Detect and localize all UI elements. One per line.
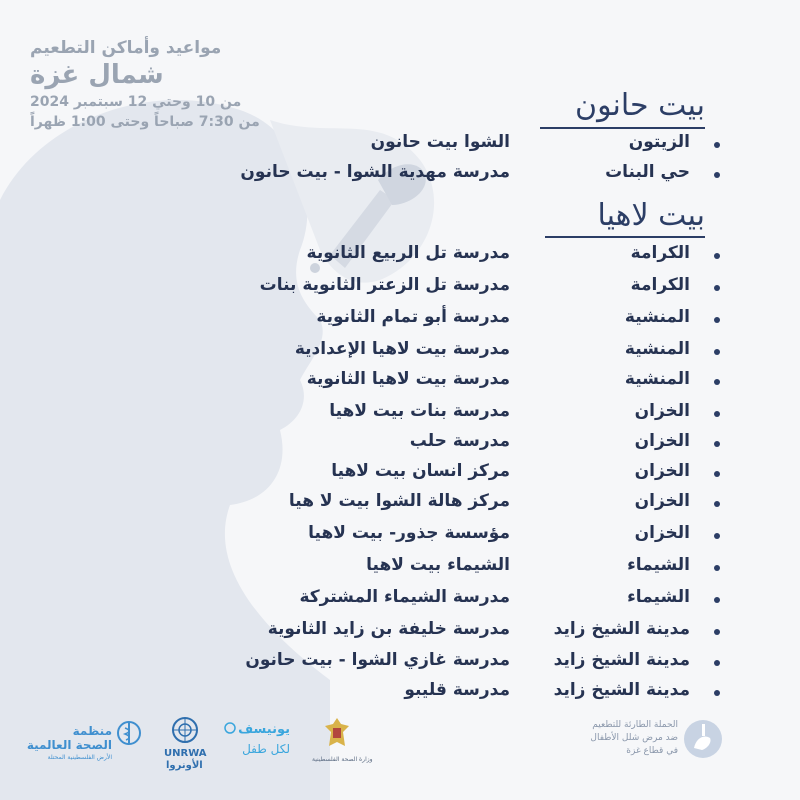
un-emblem-icon — [168, 716, 202, 746]
bullet-icon — [714, 142, 720, 148]
area-name: الكرامة — [630, 275, 690, 295]
bullet-icon — [714, 533, 720, 539]
who-name-line3: الأرض الفلسطينية المحتلة — [47, 754, 112, 761]
place-name: مركز انسان بيت لاهيا — [331, 461, 510, 481]
place-name: الشوا بيت حانون — [370, 132, 510, 152]
bullet-icon — [714, 172, 720, 178]
place-name: مدرسة الشيماء المشتركة — [299, 587, 510, 607]
bullet-icon — [714, 441, 720, 447]
place-name: مركز هالة الشوا بيت لا هيا — [288, 491, 510, 511]
place-name: مدرسة غازي الشوا - بيت حانون — [245, 650, 510, 670]
region-underline — [540, 127, 705, 129]
bullet-icon — [714, 411, 720, 417]
place-name: الشيماء بيت لاهيا — [366, 555, 510, 575]
moh-name: وزارة الصحة الفلسطينية — [312, 756, 373, 763]
list-item — [200, 369, 720, 397]
area-name: الشيماء — [627, 587, 690, 607]
bullet-icon — [714, 629, 720, 635]
area-name: المنشية — [624, 307, 690, 327]
region-underline — [545, 236, 705, 238]
place-name: مدرسة قليبو — [404, 680, 510, 700]
place-name: مدرسة بنات بيت لاهيا — [329, 401, 510, 421]
bullet-icon — [714, 660, 720, 666]
unrwa-name-ar: الأونروا — [166, 760, 203, 771]
area-name: الكرامة — [630, 243, 690, 263]
list-item — [200, 339, 720, 367]
footer-logos — [0, 712, 800, 792]
bullet-icon — [714, 379, 720, 385]
list-item — [200, 619, 720, 647]
place-name: مدرسة مهدية الشوا - بيت حانون — [240, 162, 510, 182]
unrwa-name-en: UNRWA — [164, 748, 207, 759]
list-item — [200, 401, 720, 429]
campaign-line1: الحملة الطارئة للتطعيم — [592, 720, 678, 730]
area-name: حي البنات — [605, 162, 690, 182]
header-dates: من 10 وحتي 12 سبتمبر 2024 — [30, 94, 242, 110]
list-item — [200, 680, 720, 708]
bullet-icon — [714, 690, 720, 696]
area-name: الخزان — [634, 401, 690, 421]
list-item — [200, 431, 720, 459]
area-name: الخزان — [634, 461, 690, 481]
place-name: مدرسة تل الزعتر الثانوية بنات — [259, 275, 510, 295]
list-item — [200, 523, 720, 551]
who-name-line1: منظمة — [72, 724, 112, 738]
place-name: مدرسة تل الربيع الثانوية — [306, 243, 510, 263]
campaign-line3: في قطاع غزة — [626, 746, 678, 756]
area-name: الخزان — [634, 491, 690, 511]
area-name: مدينة الشيخ زايد — [553, 650, 690, 670]
area-name: مدينة الشيخ زايد — [553, 680, 690, 700]
unicef-slogan: لكل طفل — [242, 742, 290, 756]
bullet-icon — [714, 253, 720, 259]
unicef-name: يونيسف — [238, 722, 290, 737]
area-name: الخزان — [634, 431, 690, 451]
place-name: مدرسة حلب — [409, 431, 510, 451]
list-item — [200, 650, 720, 678]
eagle-emblem-icon — [322, 716, 352, 752]
list-item — [200, 243, 720, 271]
area-name: الخزان — [634, 523, 690, 543]
campaign-line2: ضد مرض شلل الأطفال — [590, 733, 678, 743]
header-region: شمال غزة — [30, 60, 164, 90]
header — [30, 38, 290, 130]
bullet-icon — [714, 317, 720, 323]
header-title: مواعيد وأماكن التطعيم — [30, 38, 222, 58]
place-name: مدرسة أبو تمام الثانوية — [316, 307, 510, 327]
bullet-icon — [714, 285, 720, 291]
list-item — [200, 275, 720, 303]
bullet-icon — [714, 597, 720, 603]
place-name: مدرسة بيت لاهيا الثانوية — [306, 369, 510, 389]
area-name: الزيتون — [628, 132, 690, 152]
region-title-beit-hanoun: بيت حانون — [575, 88, 705, 123]
place-name: مؤسسة جذور- بيت لاهيا — [308, 523, 510, 543]
list-item — [200, 132, 720, 160]
bullet-icon — [714, 501, 720, 507]
place-name: مدرسة خليفة بن زايد الثانوية — [267, 619, 510, 639]
who-emblem-icon — [116, 720, 142, 746]
list-item — [200, 307, 720, 335]
bullet-icon — [714, 349, 720, 355]
area-name: المنشية — [624, 369, 690, 389]
list-item — [200, 461, 720, 489]
list-item — [200, 491, 720, 519]
who-name-line2: الصحة العالمية — [26, 738, 112, 752]
header-hours: من 7:30 صباحاً وحتى 1:00 ظهراً — [30, 114, 260, 130]
list-item — [200, 555, 720, 583]
unicef-emblem-icon — [224, 722, 236, 734]
area-name: المنشية — [624, 339, 690, 359]
list-item — [200, 587, 720, 615]
place-name: مدرسة بيت لاهيا الإعدادية — [294, 339, 510, 359]
region-title-beit-lahia: بيت لاهيا — [597, 198, 705, 233]
campaign-emblem-icon — [682, 718, 724, 760]
area-name: مدينة الشيخ زايد — [553, 619, 690, 639]
bullet-icon — [714, 471, 720, 477]
bullet-icon — [714, 565, 720, 571]
area-name: الشيماء — [627, 555, 690, 575]
list-item — [200, 162, 720, 190]
